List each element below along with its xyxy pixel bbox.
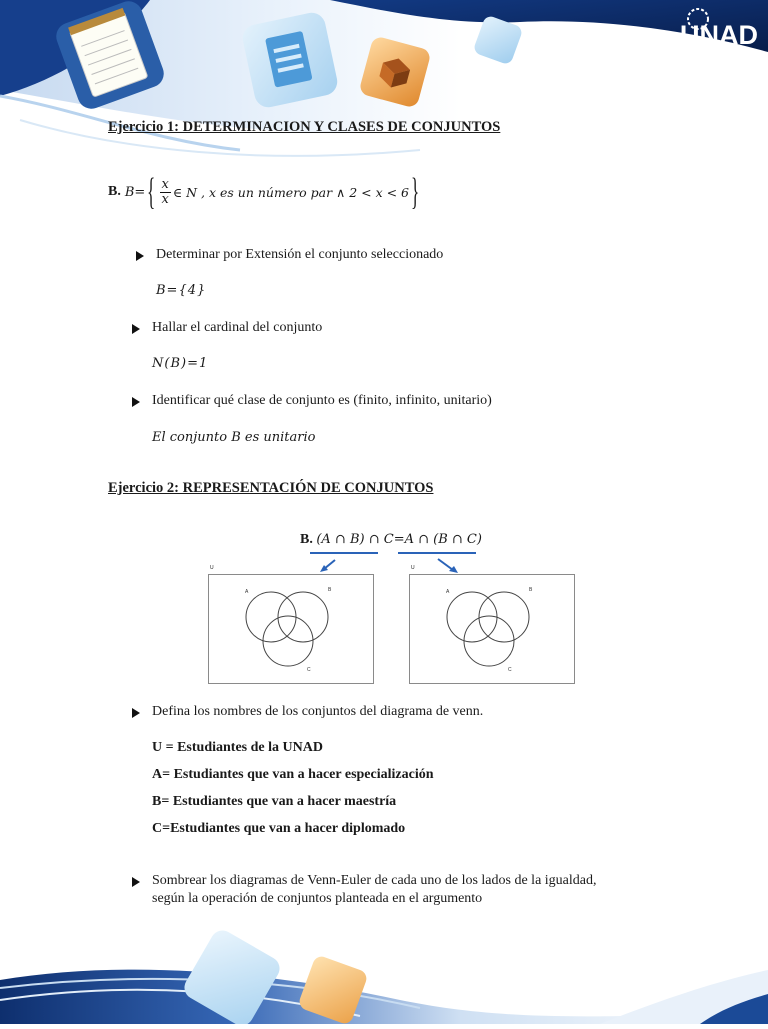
definition-b: B= Estudiantes que van a hacer maestría bbox=[152, 794, 397, 809]
ex1-set-lhs: B= bbox=[124, 184, 146, 200]
ex1-item-1-answer: B={4} bbox=[156, 283, 207, 298]
ex1-fraction bbox=[160, 178, 171, 206]
footer-decoration bbox=[0, 930, 768, 1024]
ex2-eq-right: A ∩ (B ∩ C) bbox=[404, 532, 482, 547]
ex1-item-3-answer: El conjunto B es unitario bbox=[152, 430, 316, 445]
definition-c: C=Estudiantes que van a hacer diplomado bbox=[152, 821, 406, 836]
venn-label-u: U bbox=[210, 565, 214, 571]
venn-label-a: A bbox=[446, 589, 450, 595]
fraction-denominator: x bbox=[161, 191, 169, 207]
venn-label-u: U bbox=[411, 565, 415, 571]
ex1-title: Ejercicio 1: DETERMINACION Y CLASES DE CONJUNTOS bbox=[108, 119, 501, 135]
right-brace: } bbox=[411, 171, 420, 213]
ex2-eq-label: B. bbox=[300, 532, 313, 547]
logo-sub2: Abierta y a Distancia bbox=[680, 57, 745, 64]
definition-u: U = Estudiantes de la UNAD bbox=[152, 740, 323, 755]
definition-a: A= Estudiantes que van a hacer especialización bbox=[152, 767, 434, 782]
venn-label-c: C bbox=[307, 667, 311, 673]
unad-logo-mark bbox=[676, 4, 764, 66]
ex1-set-condition: ∈ N , x es un número par ∧ 2 < x < 6 bbox=[172, 184, 410, 200]
venn-label-b: B bbox=[529, 587, 533, 593]
bullet-arrow-icon bbox=[136, 251, 144, 261]
equation-annotation-arrows bbox=[300, 548, 490, 576]
fraction-numerator: x bbox=[161, 176, 169, 192]
venn-diagram-left bbox=[208, 574, 374, 684]
ex1-item-2-answer: N(B)=1 bbox=[152, 356, 209, 371]
venn-label-c: C bbox=[508, 667, 512, 673]
ex1-item-2-text: Hallar el cardinal del conjunto bbox=[152, 320, 323, 335]
left-brace: { bbox=[147, 171, 156, 213]
unad-logo bbox=[676, 4, 764, 66]
ex1-item-3-text: Identificar qué clase de conjunto es (finito, infinito, unitario) bbox=[152, 393, 492, 408]
bullet-arrow-icon bbox=[132, 397, 140, 407]
ex2-eq-left: (A ∩ B) ∩ C bbox=[316, 532, 394, 547]
logo-text: UNAD bbox=[680, 20, 758, 50]
venn-label-b: B bbox=[328, 587, 332, 593]
bullet-arrow-icon bbox=[132, 324, 140, 334]
header-decoration bbox=[0, 0, 768, 170]
ex2-equation bbox=[300, 532, 482, 548]
ex2-shade-text-line2: según la operación de conjuntos planteada en el argumento bbox=[152, 891, 483, 906]
ex2-eq-sign: = bbox=[393, 532, 405, 547]
bullet-arrow-icon bbox=[132, 877, 140, 887]
logo-sub1: Universidad Nacional bbox=[680, 49, 747, 56]
bullet-arrow-icon bbox=[132, 708, 140, 718]
ex2-define-text: Defina los nombres de los conjuntos del diagrama de venn. bbox=[152, 704, 484, 719]
ex2-title: Ejercicio 2: REPRESENTACIÓN DE CONJUNTOS bbox=[108, 480, 434, 496]
venn-diagram-right bbox=[409, 574, 575, 684]
venn-label-a: A bbox=[245, 589, 249, 595]
ex1-item-1-text: Determinar por Extensión el conjunto seleccionado bbox=[156, 247, 444, 262]
ex1-set-label: B. bbox=[108, 184, 121, 199]
ex1-set-definition bbox=[108, 170, 421, 214]
ex2-shade-text-line1: Sombrear los diagramas de Venn-Euler de cada uno de los lados de la igualdad, bbox=[152, 873, 597, 888]
